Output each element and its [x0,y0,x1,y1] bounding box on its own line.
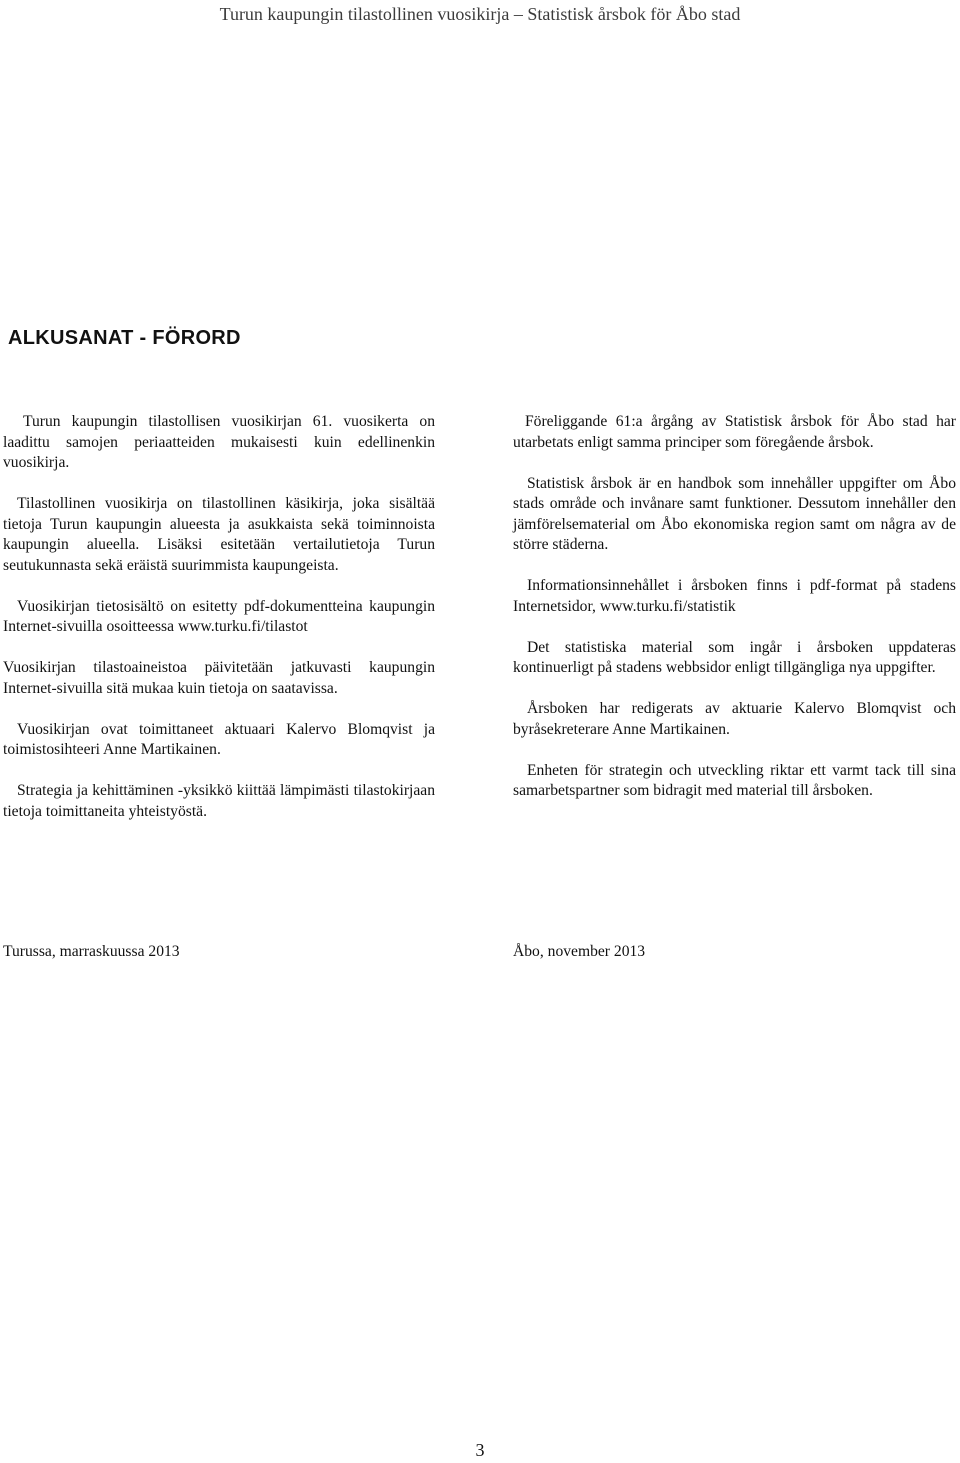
swedish-paragraph-2: Statistisk årsbok är en handbok som innehåller uppgifter om Åbo stads område och invånare samt funktioner. Dessutom innehåller den jämförelsematerial om Åbo ekonomiska region samt om några av de större städerna. [513,474,956,553]
swedish-paragraph-3: Informationsinnehållet i årsboken finns i pdf-format på stadens Internetsidor, www.turku.fi/statistik [513,577,956,615]
swedish-paragraph-6: Enheten för strategin och utveckling riktar ett varmt tack till sina samarbetspartner som bidragit med material till årsboken. [513,761,956,799]
running-header: Turun kaupungin tilastollinen vuosikirja – Statistisk årsbok för Åbo stad [219,4,741,24]
page-number: 3 [475,1440,485,1460]
swedish-column [513,412,956,822]
page-title: ALKUSANAT - FÖRORD [8,327,241,349]
finnish-column [3,412,435,843]
finnish-paragraph-1: Turun kaupungin tilastollisen vuosikirjan 61. vuosikerta on laadittu samojen periaatteiden mukaisesti kuin edellinenkin vuosikirja. [3,413,435,471]
finnish-signoff: Turussa, marraskuussa 2013 [3,943,180,960]
finnish-paragraph-4: Vuosikirjan tilastoaineistoa päivitetään jatkuvasti kaupungin Internet-sivuilla sitä mukaa kuin tietoja on saatavissa. [3,659,435,697]
finnish-paragraph-2: Tilastollinen vuosikirja on tilastollinen käsikirja, joka sisältää tietoja Turun kaupungin alueesta ja asukkaista sekä toiminnoista kaupungin alueella. Lisäksi esitetään vertailutietoja Turun seutukunnasta sekä eräistä suurimmista kaupungeista. [3,495,435,574]
swedish-paragraph-5: Årsboken har redigerats av aktuarie Kalervo Blomqvist och byråsekreterare Anne Martikainen. [513,700,956,738]
finnish-paragraph-6: Strategia ja kehittäminen -yksikkö kiittää lämpimästi tilastokirjaan tietoja toimittaneita yhteistyöstä. [3,782,435,820]
finnish-paragraph-3: Vuosikirjan tietosisältö on esitetty pdf-dokumentteina kaupungin Internet-sivuilla osoitteessa www.turku.fi/tilastot [3,597,435,635]
swedish-signoff: Åbo, november 2013 [513,943,646,960]
swedish-paragraph-1: Föreliggande 61:a årgång av Statistisk årsbok för Åbo stad har utarbetats enligt samma principer som föregående årsbok. [513,413,956,451]
finnish-paragraph-5: Vuosikirjan ovat toimittaneet aktuaari Kalervo Blomqvist ja toimistosihteeri Anne Martikainen. [3,720,435,758]
swedish-paragraph-4: Det statistiska material som ingår i årsboken uppdateras kontinuerligt på stadens webbsidor enligt tillgängliga nya uppgifter. [513,638,956,676]
